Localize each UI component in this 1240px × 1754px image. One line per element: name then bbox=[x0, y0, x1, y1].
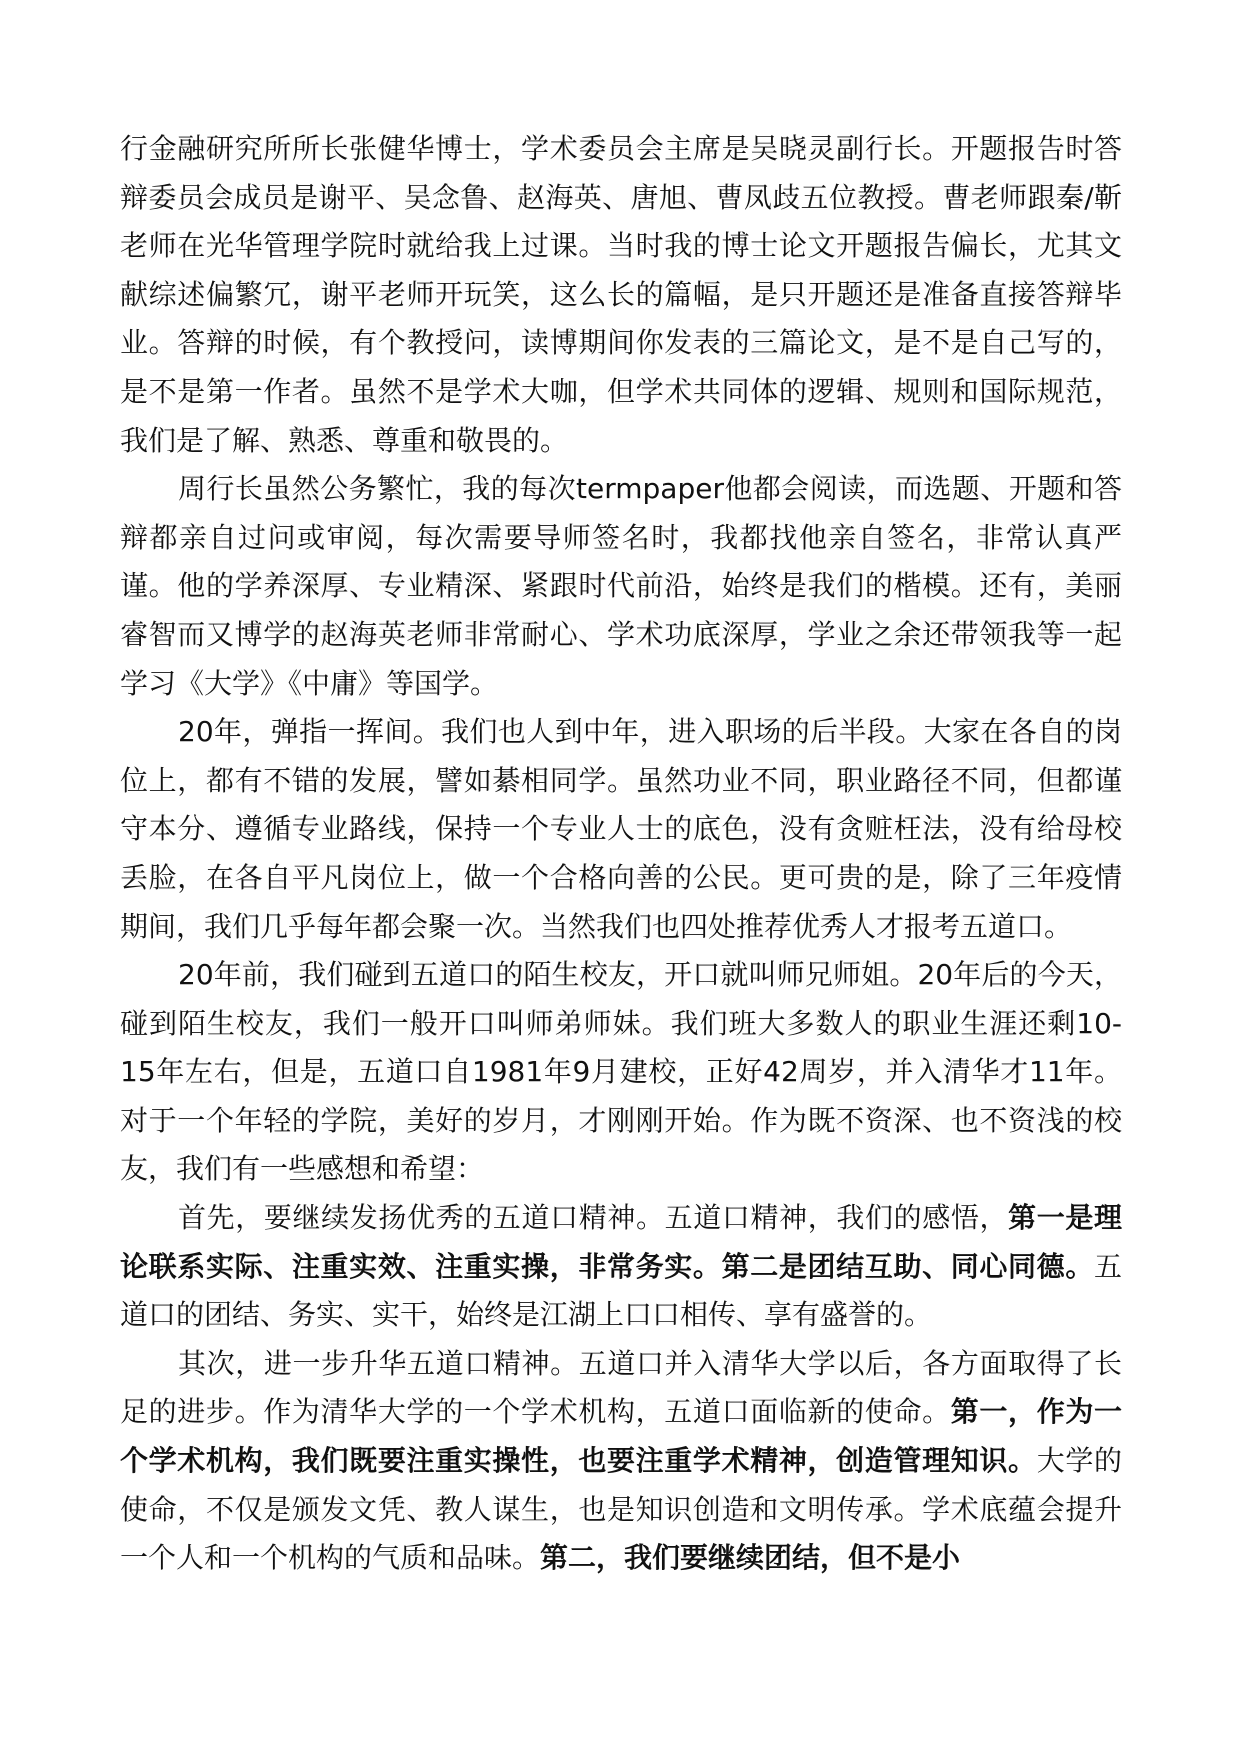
paragraph-1 bbox=[120, 125, 1122, 465]
paragraph-5 bbox=[120, 1194, 1122, 1340]
paragraph-6-bold-text-end: 第二，我们要继续团结，但不是小 bbox=[540, 1541, 961, 1575]
paragraph-6-text: 其次，进一步升华五道口精神。五道口并入清华大学以后，各方面取得了长足的进步。作为清华大学的一个学术机构，五道口面临新的使命。 bbox=[120, 1346, 1122, 1429]
paragraph-5-text-end: 五道口的团结、务实、实干，始终是江湖上口口相传、享有盛誉的。 bbox=[120, 1249, 1122, 1332]
paragraph-4-text: 20年前，我们碰到五道口的陌生校友，开口就叫师兄师姐。20年后的今天，碰到陌生校友，我们一般开口叫师弟师妹。我们班大多数人的职业生涯还剩10-15年左右，但是，五道口自1981年9月建校，正好42周岁，并入清华才11年。对于一个年轻的学院，美好的岁月，才刚刚开始。作为既不资深、也不资浅的校友，我们有一些感想和希望： bbox=[120, 958, 1122, 1186]
paragraph-1-text: 行金融研究所所长张健华博士，学术委员会主席是吴晓灵副行长。开题报告时答辩委员会成员是谢平、吴念鲁、赵海英、唐旭、曹凤歧五位教授。曹老师跟秦/靳老师在光华管理学院时就给我上过课。当时我的博士论文开题报告偏长，尤其文献综述偏繁冗，谢平老师开玩笑，这么长的篇幅，是只开题还是准备直接答辩毕业。答辩的时候，有个教授问，读博期间你发表的三篇论文，是不是自己写的，是不是第一作者。虽然不是学术大咖，但学术共同体的逻辑、规则和国际规范，我们是了解、熟悉、尊重和敬畏的。 bbox=[120, 132, 1122, 457]
paragraph-2-text: 周行长虽然公务繁忙，我的每次termpaper他都会阅读，而选题、开题和答辩都亲自过问或审阅，每次需要导师签名时，我都找他亲自签名，非常认真严谨。他的学养深厚、专业精深、紧跟时代前沿，始终是我们的楷模。还有，美丽睿智而又博学的赵海英老师非常耐心、学术功底深厚，学业之余还带领我等一起学习《大学》《中庸》等国学。 bbox=[120, 472, 1122, 700]
document-page bbox=[120, 125, 1122, 1583]
paragraph-3 bbox=[120, 708, 1122, 951]
paragraph-3-text: 20年，弹指一挥间。我们也人到中年，进入职场的后半段。大家在各自的岗位上，都有不错的发展，譬如綦相同学。虽然功业不同，职业路径不同，但都谨守本分、遵循专业路线，保持一个专业人士的底色，没有贪赃枉法，没有给母校丢脸，在各自平凡岗位上，做一个合格向善的公民。更可贵的是，除了三年疫情期间，我们几乎每年都会聚一次。当然我们也四处推荐优秀人才报考五道口。 bbox=[120, 715, 1122, 943]
paragraph-6-bold-text: 第一，作为一个学术机构，我们既要注重实操性，也要注重学术精神，创造管理知识。 bbox=[120, 1395, 1122, 1478]
paragraph-5-text: 首先，要继续发扬优秀的五道口精神。五道口精神，我们的感悟， bbox=[178, 1201, 1009, 1235]
paragraph-2 bbox=[120, 465, 1122, 708]
paragraph-4 bbox=[120, 951, 1122, 1194]
paragraph-6 bbox=[120, 1340, 1122, 1583]
paragraph-5-bold-text: 第一是理论联系实际、注重实效、注重实操，非常务实。第二是团结互助、同心同德。 bbox=[120, 1201, 1122, 1283]
paragraph-6-text-mid: 大学的使命，不仅是颁发文凭、教人谋生，也是知识创造和文明传承。学术底蕴会提升一个人和一个机构的气质和品味。 bbox=[120, 1444, 1122, 1575]
